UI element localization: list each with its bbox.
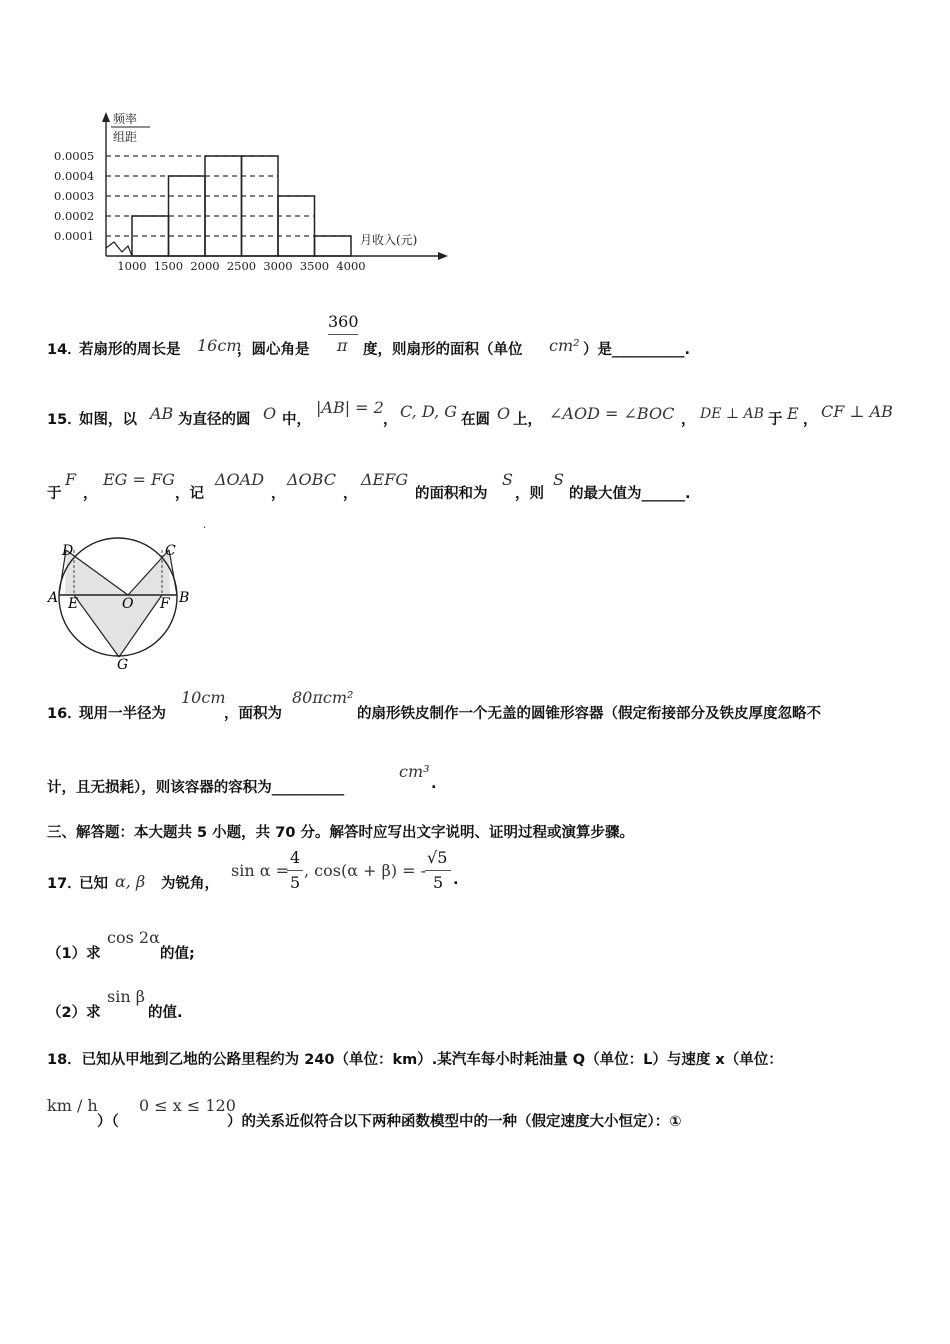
q16-text-3: 的扇形铁皮制作一个无盖的圆锥形容器（假定衔接部分及铁皮厚度忽略不 — [357, 706, 821, 722]
q15-cf-perp: CF ⊥ AB — [821, 402, 893, 421]
x-tick-label-1500: 1500 — [153, 259, 184, 273]
q17-p1-expr: cos 2α — [107, 928, 160, 947]
question-15-line-2 — [47, 468, 917, 502]
q15-angle-eq: ∠AOD = ∠BOC — [549, 404, 675, 423]
q15-f: F — [65, 470, 77, 489]
q17-p2-expr: sin β — [107, 987, 145, 1006]
income-histogram — [40, 108, 460, 278]
y-label-bottom: 组距 — [113, 130, 138, 144]
q14-unit: cm² — [549, 336, 580, 355]
q14-text-1: 若扇形的周长是 — [79, 342, 181, 358]
q16-text-1: 现用一半径为 — [79, 706, 166, 722]
q15-text-7: ， — [681, 412, 696, 428]
q14-frac-bar — [328, 334, 358, 335]
bar-2000-2500 — [205, 156, 242, 256]
q15-text-8: 于 — [768, 412, 783, 428]
q15-tri-efg: ΔEFG — [361, 470, 409, 489]
q15-ab: AB — [150, 404, 174, 423]
question-18-line-1: 18．已知从甲地到乙地的公路里程约为 240（单位：km）.某汽车每小时耗油量 Q（单位：L）与速度 x（单位： — [47, 1052, 783, 1068]
q15-text-3: 中， — [282, 412, 311, 428]
q15-l2-text-2: ， — [83, 486, 98, 502]
circle-figure — [44, 536, 204, 676]
x-tick-label-2500: 2500 — [226, 259, 257, 273]
q15-number: 15． — [47, 412, 82, 428]
q16-area: 80πcm² — [292, 688, 354, 707]
x-axis-arrow — [438, 252, 448, 260]
q17-number: 17． — [47, 876, 82, 892]
q15-l2-text-1: 于 — [47, 486, 62, 502]
q14-number: 14． — [47, 342, 82, 358]
x-tick-label-3500: 3500 — [299, 259, 330, 273]
stray-dot: . — [203, 520, 207, 531]
q15-de-perp: DE ⊥ AB — [700, 406, 764, 422]
q14-text-3: 度，则扇形的面积（单位 — [363, 342, 523, 358]
x-axis-label: 月收入(元) — [360, 233, 418, 247]
question-15-line-1 — [47, 398, 917, 428]
q15-text-5: 在圆 — [461, 412, 490, 428]
x-tick-label-4000: 4000 — [336, 259, 366, 273]
q16-number: 16． — [47, 706, 82, 722]
q15-text-9: ， — [803, 412, 818, 428]
y-axis-arrow — [102, 112, 110, 122]
bar-2500-3000 — [242, 156, 279, 256]
q17-sin-prefix: sin α = — [231, 861, 290, 880]
q17-p1-text-b: 的值; — [160, 946, 195, 962]
q15-text-6: 上， — [513, 412, 542, 428]
q15-tri-obc: ΔOBC — [287, 470, 336, 489]
x-tick-label-2000: 2000 — [190, 259, 220, 273]
q15-s2: S — [553, 470, 564, 489]
label-o: O — [122, 596, 134, 612]
bar-3000-3500 — [278, 196, 315, 256]
question-14 — [47, 312, 917, 362]
q17-frac1-den: 5 — [290, 873, 301, 892]
y-tick-label-2: 0.0002 — [54, 209, 95, 223]
q15-l2-text-6: 的面积和为 — [415, 486, 488, 502]
q17-frac1-bar — [287, 870, 303, 871]
q17-part-2 — [47, 987, 447, 1021]
label-e: E — [68, 596, 79, 612]
y-tick-label-5: 0.0005 — [54, 149, 95, 163]
q15-text-4: ， — [383, 412, 398, 428]
q17-p2-text-a: （2）求 — [47, 1005, 101, 1021]
q18-unit: km / h — [47, 1096, 98, 1115]
q15-text-1: 如图，以 — [79, 412, 137, 428]
bar-1000-1500 — [132, 216, 169, 256]
label-d: D — [62, 543, 74, 559]
section-3-heading: 三、解答题：本大题共 5 小题，共 70 分。解答时应写出文字说明、证明过程或演算步骤。 — [47, 825, 634, 841]
q17-frac1-num: 4 — [290, 848, 301, 867]
label-c: C — [165, 543, 176, 559]
q16-radius: 10cm — [181, 688, 226, 707]
q15-l2-text-4: ， — [271, 486, 286, 502]
x-tick-label-3000: 3000 — [263, 259, 293, 273]
q17-cos-prefix: , cos(α + β) = - — [304, 861, 427, 880]
q15-l2-text-7: ，则 — [515, 486, 544, 502]
q16-l2-text-1: 计，且无损耗），则该容器的容积为__________ — [47, 780, 345, 796]
q17-p1-text-a: （1）求 — [47, 946, 101, 962]
q15-s: S — [502, 470, 513, 489]
q15-points: C, D, G — [400, 402, 458, 421]
q15-abs-ab: |AB| = 2 — [316, 398, 384, 417]
q14-frac-den: π — [337, 336, 348, 355]
q14-frac-num: 360 — [328, 312, 359, 331]
q14-perimeter: 16cm — [197, 336, 242, 355]
histogram-layer — [54, 111, 448, 273]
bar-3500-4000 — [315, 236, 352, 256]
label-g: G — [117, 657, 129, 673]
question-16-line-1 — [47, 688, 927, 720]
question-16-line-2 — [47, 762, 927, 794]
bar-1500-2000 — [169, 176, 206, 256]
x-tick-label-1000: 1000 — [117, 259, 147, 273]
q16-unit: cm³ — [399, 762, 430, 781]
q17-frac2-bar — [425, 870, 451, 871]
q15-tri-oad: ΔOAD — [215, 470, 265, 489]
axis-break — [106, 242, 132, 256]
question-17 — [47, 846, 927, 900]
y-tick-label-3: 0.0003 — [54, 189, 95, 203]
q17-frac2-den: 5 — [433, 873, 444, 892]
q15-text-2: 为直径的圆 — [178, 412, 251, 428]
q17-p2-text-b: 的值. — [148, 1005, 183, 1021]
q14-text-2: ，圆心角是 — [237, 342, 310, 358]
q16-l2-text-2: . — [431, 776, 437, 792]
q18-text-2: ）的关系近似符合以下两种函数模型中的一种（假定速度大小恒定）：① — [227, 1114, 682, 1130]
q17-text-2: 为锐角， — [161, 876, 219, 892]
q17-vars: α, β — [115, 872, 146, 891]
y-tick-label-4: 0.0004 — [54, 169, 95, 183]
label-f: F — [160, 596, 170, 612]
y-label-top: 频率 — [113, 112, 138, 126]
label-a: A — [48, 590, 59, 606]
q15-o2: O — [497, 404, 511, 423]
q17-part-1 — [47, 928, 447, 962]
q15-l2-text-3: ，记 — [175, 486, 204, 502]
question-18-line-2 — [47, 1094, 927, 1130]
q18-range: 0 ≤ x ≤ 120 — [139, 1096, 236, 1115]
y-tick-label-1: 0.0001 — [54, 229, 95, 243]
label-b: B — [179, 590, 190, 606]
q18-text-1: ）（ — [97, 1114, 119, 1130]
q15-e: E — [787, 404, 799, 423]
q17-text-3: . — [453, 872, 459, 888]
q15-l2-text-8: 的最大值为______. — [569, 486, 691, 502]
q16-text-2: ，面积为 — [224, 706, 282, 722]
q15-eg-fg: EG = FG — [103, 470, 175, 489]
q15-l2-text-5: ， — [343, 486, 358, 502]
q17-text-1: 已知 — [79, 876, 108, 892]
q17-frac2-num: √5 — [427, 848, 448, 867]
q14-text-4: ）是__________. — [583, 342, 691, 358]
q15-o: O — [263, 404, 277, 423]
